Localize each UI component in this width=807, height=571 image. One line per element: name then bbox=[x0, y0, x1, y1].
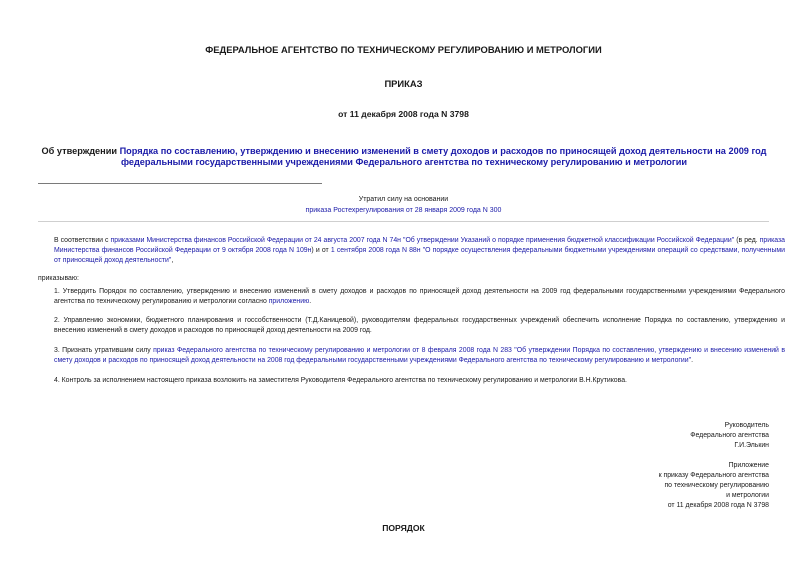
appendix-date: от 11 декабря 2008 года N 3798 bbox=[667, 502, 769, 509]
appendix-line-4: и метрологии bbox=[726, 492, 769, 499]
preamble-link-2[interactable]: приказа Министерства финансов Российской Федерации от 9 октября 2008 года N 109н bbox=[54, 237, 785, 254]
signature-position: Руководитель bbox=[724, 422, 769, 429]
section-title: ПОРЯДОК bbox=[382, 523, 425, 533]
void-note-link[interactable]: приказа Ростехрегулирования от 28 января 2009 года N 300 bbox=[305, 207, 502, 214]
date-number-heading: от 11 декабря 2008 года N 3798 bbox=[338, 109, 469, 119]
title-prefix: Об утверждении bbox=[41, 146, 120, 156]
item-1-end: . bbox=[309, 298, 312, 305]
appendix-line-2: к приказу Федерального агентства bbox=[658, 472, 769, 479]
signature-name: Г.И.Элькин bbox=[734, 442, 769, 449]
item-4-paragraph: 4. Контроль за исполнением настоящего приказа возложить на заместителя Руководителя Федерального агентства по техническому регулированию и метрологии В.Н.Крутикова. bbox=[54, 377, 627, 384]
preamble-paragraph bbox=[38, 236, 785, 266]
item-2-paragraph: 2. Управлению экономики, бюджетного планирования и госсобственности (Т.Д.Каницевой), руководителям федеральных государственных учреждений обеспечить исполнение Порядка по составлению, утверждению и внесению изменений в смету доходов и расходов по приносящей доход деятельности на 2009 год. bbox=[54, 317, 785, 334]
note-divider bbox=[38, 221, 769, 222]
agency-heading: ФЕДЕРАЛЬНОЕ АГЕНТСТВО ПО ТЕХНИЧЕСКОМУ РЕГУЛИРОВАНИЮ И МЕТРОЛОГИИ bbox=[205, 44, 602, 55]
document-type-heading: ПРИКАЗ bbox=[384, 78, 423, 89]
item-1-text: 1. Утвердить Порядок по составлению, утверждению и внесению изменений в смету доходов и расходов по приносящей доход деятельности на 2009 год федеральными государственными учреждениями Федерального агентства по техническому регулированию и метрологии согласно bbox=[54, 288, 785, 305]
appendix-block bbox=[659, 461, 769, 511]
item-3-text: 3. Признать утратившим силу bbox=[54, 347, 154, 354]
preamble-link-3[interactable]: 1 сентября 2008 года N 88н "О порядке осуществления федеральными бюджетными учреждениями операций со средствами, полученными от приносящей доход деятельности" bbox=[54, 247, 785, 264]
signature-agency: Федерального агентства bbox=[690, 432, 769, 439]
item-1-paragraph bbox=[38, 287, 785, 307]
preamble-text-4: , bbox=[171, 257, 174, 264]
void-note-link-row bbox=[0, 207, 807, 214]
item-3-paragraph bbox=[38, 346, 785, 366]
appendix-link[interactable]: приложению bbox=[268, 298, 310, 305]
order-word: приказываю: bbox=[38, 275, 79, 282]
preamble-text-2: (в ред. bbox=[734, 237, 760, 244]
preamble-text-3: ) и от bbox=[311, 247, 331, 254]
signature-block bbox=[690, 421, 769, 451]
item-3-end: . bbox=[691, 357, 693, 364]
order-title bbox=[40, 146, 768, 168]
item-3-link[interactable]: приказ Федерального агентства по техническому регулированию и метрологии от 8 февраля 2008 года N 283 "Об утверждении Порядка по составлению, утверждению и внесению изменений в смету доходов и расходов по приносящей доход деятельности на 2008 год федеральными государственными учреждениями Федерального агентства по техническому регулированию и метрологии" bbox=[54, 347, 785, 364]
void-note-label: Утратил силу на основании bbox=[358, 196, 449, 203]
preamble-link-1[interactable]: приказами Министерства финансов Российской Федерации от 24 августа 2007 года N 74н "Об утверждении Указаний о порядке применения бюджетной классификации Российской Федерации" bbox=[110, 237, 735, 244]
appendix-label: Приложение bbox=[728, 462, 769, 469]
title-link[interactable]: Порядка по составлению, утверждению и внесению изменений в смету доходов и расходов по приносящей доход деятельности на 2009 год федеральными государственными учреждениями Федерального агентства по техническому регулированию и метрологии bbox=[119, 146, 767, 167]
title-divider bbox=[38, 183, 322, 184]
appendix-line-3: по техническому регулированию bbox=[664, 482, 769, 489]
preamble-text-1: В соответствии с bbox=[54, 237, 111, 244]
